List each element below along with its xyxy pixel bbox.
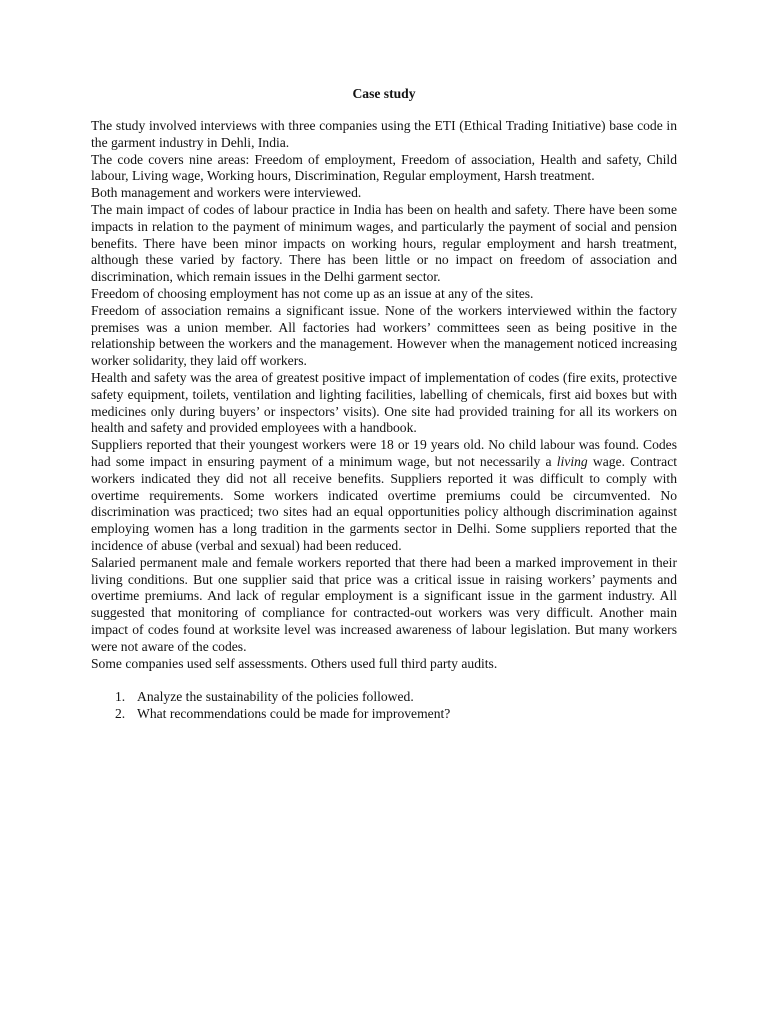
paragraph-suppliers (91, 437, 677, 555)
suppliers-text-before: Suppliers reported that their youngest workers were 18 or 19 years old. No child labour was found. Codes had some impact in ensuring payment of a minimum wage, but not necessarily a (91, 437, 677, 469)
question-list (91, 689, 677, 723)
document-title: Case study (352, 86, 416, 101)
document-page (91, 85, 677, 723)
question-number: 2. (115, 706, 126, 722)
suppliers-text-after: wage. Contract workers indicated they did not all receive benefits. Suppliers reported it was difficult to comply with overtime requirements. Some workers indicated overtime premiums could be circumvented. No discrimination was practiced; two sites had an equal opportunities policy although discrimination against employing women has a long tradition in the garments sector in Delhi. Some suppliers reported that the incidence of abuse (verbal and sexual) had been reduced. (91, 453, 678, 553)
paragraph-main-impact: The main impact of codes of labour practice in India has been on health and safety. There have been some impacts in relation to the payment of minimum wages, and particularly the payment of social and pension benefits. There have been minor impacts on working hours, regular employment and harsh treatment, although these varied by factory. There has been little or no impact on freedom of association and discrimination, which remain issues in the Delhi garment sector. (91, 201, 677, 285)
suppliers-text-emphasis: living (556, 453, 588, 469)
paragraph-health-safety: Health and safety was the area of greatest positive impact of implementation of codes (fire exits, protective safety equipment, toilets, ventilation and lighting facilities, labelling of chemicals, first aid boxes but with medicines only during buyers’ or inspectors’ visits). One site had provided training for all its workers on health and safety and provided employees with a handbook. (91, 369, 677, 436)
question-number: 1. (115, 689, 126, 705)
question-item (91, 689, 677, 706)
paragraph-study-intro: The study involved interviews with three companies using the ETI (Ethical Trading Initiative) base code in the garment industry in Dehli, India. (91, 118, 677, 150)
paragraph-freedom-association: Freedom of association remains a significant issue. None of the workers interviewed within the factory premises was a union member. All factories had workers’ committees seen as being positive in the relationship between the workers and the management. However when the management noticed increasing worker solidarity, they laid off workers. (91, 302, 677, 369)
question-text: Analyze the sustainability of the policies followed. (137, 689, 414, 705)
paragraph-interviews: Both management and workers were interviewed. (91, 185, 362, 201)
question-item (91, 706, 677, 723)
question-text: What recommendations could be made for improvement? (137, 706, 451, 722)
paragraph-freedom-employment: Freedom of choosing employment has not come up as an issue at any of the sites. (91, 285, 534, 301)
paragraph-assessments: Some companies used self assessments. Others used full third party audits. (91, 655, 498, 671)
paragraph-code-areas: The code covers nine areas: Freedom of employment, Freedom of association, Health and safety, Child labour, Living wage, Working hours, Discrimination, Regular employment, Harsh treatment. (91, 151, 677, 184)
paragraph-salaried-workers: Salaried permanent male and female workers reported that there had been a marked improvement in their living conditions. But one supplier said that price was a critical issue in raising workers’ payments and overtime premiums. And lack of regular employment is a significant issue in the garment industry. All suggested that monitoring of compliance for contracted-out workers was very difficult. Another main impact of codes found at worksite level was increased awareness of labour legislation. But many workers were not aware of the codes. (91, 554, 677, 654)
